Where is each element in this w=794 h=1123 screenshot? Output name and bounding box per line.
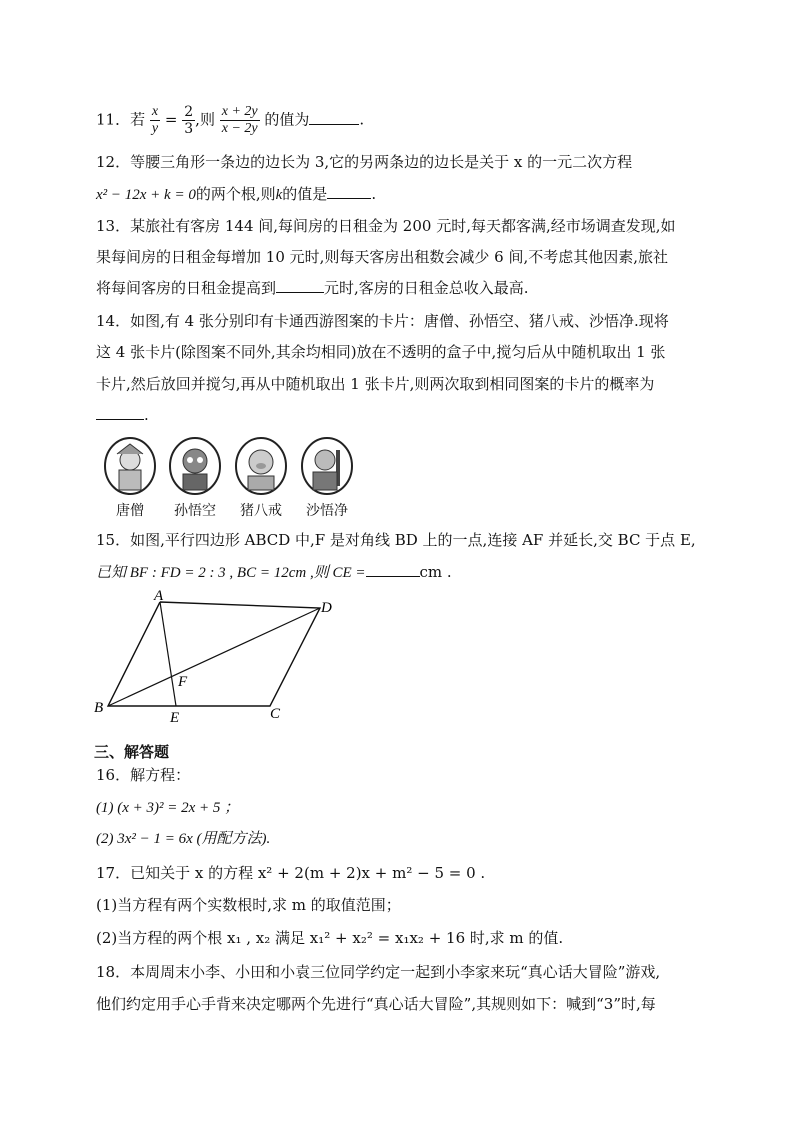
answer-blank — [327, 184, 371, 199]
question-12-line2: x² − 12x + k = 0的两个根,则k的值是 . — [96, 185, 377, 203]
label-e: E — [170, 710, 180, 726]
question-14-line2: 这 4 张卡片(除图案不同外,其余均相同)放在不透明的盒子中,搅匀后从中随机取出 1 张 — [96, 343, 666, 361]
question-13-line2: 果每间房的日租金每增加 10 元时,则每天客房出租数会减少 6 间,不考虑其他因素,旅社 — [96, 248, 669, 266]
label-c: C — [270, 706, 281, 722]
card-shawujing-image — [300, 436, 354, 496]
answer-blank — [276, 278, 324, 293]
question-16-part2: (2) 3x² − 1 = 6x (用配方法). — [96, 831, 271, 847]
answer-blank — [309, 110, 359, 125]
fraction-expression: $\frac{x + 2y}{x - 2y}$ — [221, 104, 258, 136]
question-15-line1: 15．如图,平行四边形 ABCD 中,F 是对角线 BD 上的一点,连接 AF 并延长,交 BC 于点 E, — [96, 531, 696, 549]
question-13-line1: 13．某旅社有客房 144 间,每间房的日租金为 200 元时,每天都客满,经市场调查发现,如 — [96, 217, 676, 235]
question-16-title: 16．解方程： — [96, 766, 191, 784]
question-16-part1: (1) (x + 3)² = 2x + 5 ； — [96, 800, 240, 816]
card-label-shawujing: 沙悟净 — [306, 503, 348, 519]
question-18-line2: 他们约定用手心手背来决定哪两个先进行“真心话大冒险”,其规则如下：喊到“3”时,每 — [96, 995, 656, 1013]
parallelogram-figure — [90, 588, 350, 728]
segment-ae — [160, 602, 176, 706]
fraction-x-over-y: $\frac{x}{y}$ — [151, 104, 159, 136]
question-18-line1: 18．本周周末小李、小田和小袁三位同学约定一起到小李家来玩“真心话大冒险”游戏, — [96, 963, 661, 981]
fraction-2-over-3: $\frac{2}{3}$ — [184, 104, 194, 137]
label-d: D — [321, 600, 332, 616]
section-heading: 三、解答题 — [94, 743, 170, 761]
label-f: F — [178, 674, 188, 690]
label-a: A — [154, 588, 164, 604]
question-14-line4: . — [96, 405, 149, 425]
card-label-tangseng: 唐僧 — [116, 503, 144, 519]
question-15-line2: 已知 BF : FD = 2 : 3 , BC = 12cm ,则 CE = cm . — [96, 563, 452, 581]
question-17-part1: (1)当方程有两个实数根时,求 m 的取值范围； — [96, 896, 401, 914]
question-17-title: 17．已知关于 x 的方程 x² + 2(m + 2)x + m² − 5 = 0 . — [96, 864, 486, 882]
card-tangseng-image — [103, 436, 157, 496]
answer-blank — [366, 562, 420, 577]
card-label-sunwukong: 孙悟空 — [174, 503, 216, 519]
question-14-line3: 卡片,然后放回并搅匀,再从中随机取出 1 张卡片,则两次取到相同图案的卡片的概率为 — [96, 375, 655, 393]
card-label-zhubajie: 猪八戒 — [240, 503, 282, 519]
question-17-part2: (2)当方程的两个根 x₁ , x₂ 满足 x₁² + x₂² = x₁x₂ + 16 时,求 m 的值. — [96, 929, 564, 947]
card-sunwukong-image — [168, 436, 222, 496]
diagonal-bd — [108, 608, 320, 706]
card-zhubajie-image — [234, 436, 288, 496]
question-13-line3: 将每间客房的日租金提高到 元时,客房的日租金总收入最高. — [96, 279, 529, 297]
question-12-line1: 12．等腰三角形一条边的边长为 3,它的另两条边的边长是关于 x 的一元二次方程 — [96, 153, 633, 171]
parallelogram-abcd — [108, 602, 320, 706]
question-11: 11．若 $\frac{x}{y}$ = $\frac{2}{3}$ ,则 $\frac{x + 2y}{x - 2y}$ 的值为 . — [96, 104, 365, 137]
label-b: B — [94, 700, 104, 716]
question-14-line1: 14．如图,有 4 张分别印有卡通西游图案的卡片：唐僧、孙悟空、猪八戒、沙悟净.现将 — [96, 312, 669, 330]
answer-blank — [96, 405, 144, 420]
